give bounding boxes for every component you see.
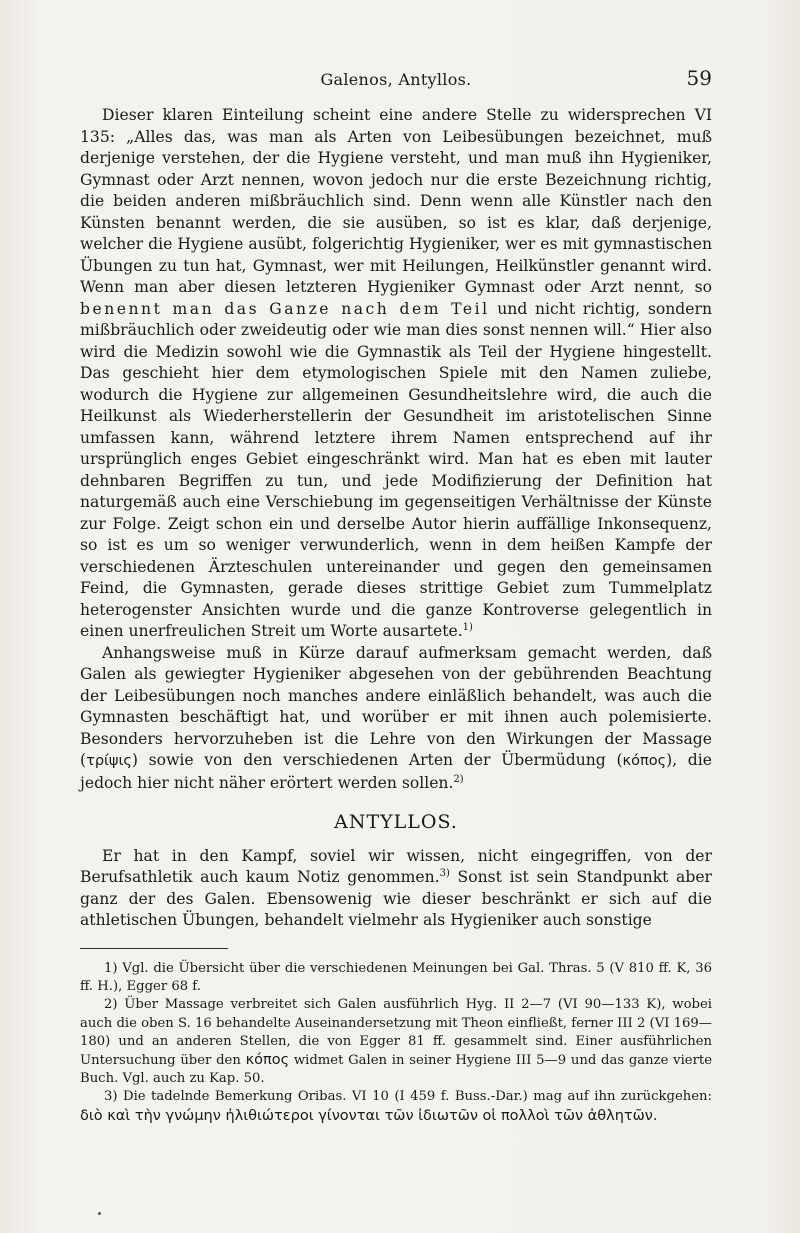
main-text — [80, 105, 712, 932]
footnote-rule — [80, 948, 228, 949]
greek-term-tripsis: τρίψις — [86, 753, 132, 769]
footnote-ref-1: 1) — [462, 622, 473, 633]
page-number: 59 — [686, 66, 712, 90]
paragraph-2-text-c: ), die jedoch hier nicht näher erörtert werden sollen. — [80, 751, 712, 792]
greek-term-kopos: κόπος — [622, 753, 667, 769]
paragraph-2-text-a: Anhangsweise muß in Kürze darauf aufmerksam gemacht werden, daß Galen als gewiegter Hygieniker abgesehen von der gebührenden Beachtung der Leibesübungen noch manches andere einläßlich behandelt, was auch die Gymnasten beschäftigt hat, und worüber er mit ihnen auch polemisierte. Besonders hervorzuheben ist die Lehre von den Wirkungen der Massage ( — [80, 643, 712, 769]
footnote-3-greek: διὸ καὶ τὴν γνώμην ἠλιθιώτεροι γίνονται τῶν ἰδιωτῶν οἱ πολλοὶ τῶν ἀθλητῶν. — [80, 1107, 658, 1124]
paragraph-3 — [80, 846, 712, 932]
paragraph-1-text-a: Dieser klaren Einteilung scheint eine andere Stelle zu widersprechen VI 135: „Alles das, was man als Arten von Leibesübungen bezeichnet, muß derjenige verstehen, der die Hygiene versteht, und man muß ihn Hygieniker, Gymnast oder Arzt nennen, wovon jedoch nur die erste Bezeichnung richtig, die beiden anderen mißbräuchlich sind. Denn wenn alle Künstler nach den Künsten benannt werden, die sie ausüben, so ist es klar, daß derjenige, welcher die Hygiene ausübt, folgerichtig Hygieniker, wer es mit gymnastischen Übungen zu tun hat, Gymnast, wer mit Heilungen, Heilkünstler genannt wird. Wenn man aber diesen letzteren Hygieniker Gymnast oder Arzt nennt, so — [80, 106, 712, 296]
paragraph-3-text-b: Sonst ist sein Standpunkt aber ganz der des Galen. Ebensowenig wie dieser beschränkt er sich auf die athletischen Übungen, behandelt vielmehr als Hygieniker auch sonstige — [80, 868, 712, 929]
paragraph-2-text-b: ) sowie von den verschiedenen Arten der Übermüdung ( — [131, 751, 623, 769]
footnote-ref-2: 2) — [453, 773, 464, 785]
paragraph-1 — [80, 105, 712, 643]
paragraph-2 — [80, 643, 712, 795]
footnote-3-text-a: 3) Die tadelnde Bemerkung Oribas. VI 10 (I 459 f. Buss.-Dar.) mag auf ihn zurückgehen: — [104, 1089, 712, 1105]
footnotes — [80, 960, 712, 1126]
paragraph-1-spaced-text: benennt man das Ganze nach dem Teil — [80, 299, 490, 318]
footnote-2 — [80, 996, 712, 1088]
footnote-2-text-a: 2) Über Massage verbreitet sich Galen ausführlich Hyg. II 2—7 (VI 90—133 K), wobei auch die oben S. 16 behandelte Auseinandersetzung mit Theon einfließt, ferner III 2 (VI 169—180) und an anderen Stellen, die von Egger 81 ff. gesammelt sind. Einer ausführlichen Untersuchung über den — [80, 997, 712, 1069]
footnote-2-text-b: widmet Galen in seiner Hygiene III 5—9 und das ganze vierte Buch. Vgl. auch zu Kap. 50. — [80, 1053, 712, 1087]
footnote-1: 1) Vgl. die Übersicht über die verschiedenen Meinungen bei Gal. Thras. 5 (V 810 ff. K, 36 ff. H.), Egger 68 f. — [80, 961, 712, 995]
page-header — [80, 66, 712, 100]
footnote-ref-3: 3) — [439, 868, 450, 879]
paragraph-1-text-b: und nicht richtig, sondern mißbräuchlich oder zweideutig oder wie man dies sonst nennen will.“ Hier also wird die Medizin sowohl wie die Gymnastik als Teil der Hygiene hingestellt. Das geschieht hier dem etymologischen Spiele mit den Namen zuliebe, wodurch die Hygiene zur allgemeinen Gesundheitslehre wird, die auch die Heilkunst als Wiederherstellerin der Gesundheit im aristotelischen Sinne umfassen kann, während letztere ihrem Namen entsprechend auf ihr ursprünglich enges Gebiet eingeschränkt wird. Man hat es eben mit lauter dehnbaren Begriffen zu tun, und jede Modifizierung der Definition hat naturgemäß auch eine Verschiebung im gegenseitigen Verhältnisse der Künste zur Folge. Zeigt schon ein und derselbe Autor hierin auffällige Inkonsequenz, so ist es um so weniger verwunderlich, wenn in dem heißen Kampfe der verschiedenen Ärzteschulen untereinander und gegen den gemeinsamen Feind, die Gymnasten, gerade dieses strittige Gebiet zum Tummelplatz heterogenster Ansichten wurde und die ganze Kontroverse gelegentlich in einen unerfreulichen Streit um Worte ausartete. — [80, 299, 712, 640]
section-title: ANTYLLOS. — [334, 811, 458, 833]
running-title: Galenos, Antyllos. — [320, 70, 472, 89]
paragraph-3-text-a: Er hat in den Kampf, soviel wir wissen, nicht eingegriffen, von der Berufsathletik auch kaum Notiz genommen. — [80, 846, 712, 886]
footnote-2-greek: κόπος — [245, 1052, 290, 1069]
footnote-3 — [80, 1088, 712, 1125]
paper-speck — [98, 1212, 101, 1215]
